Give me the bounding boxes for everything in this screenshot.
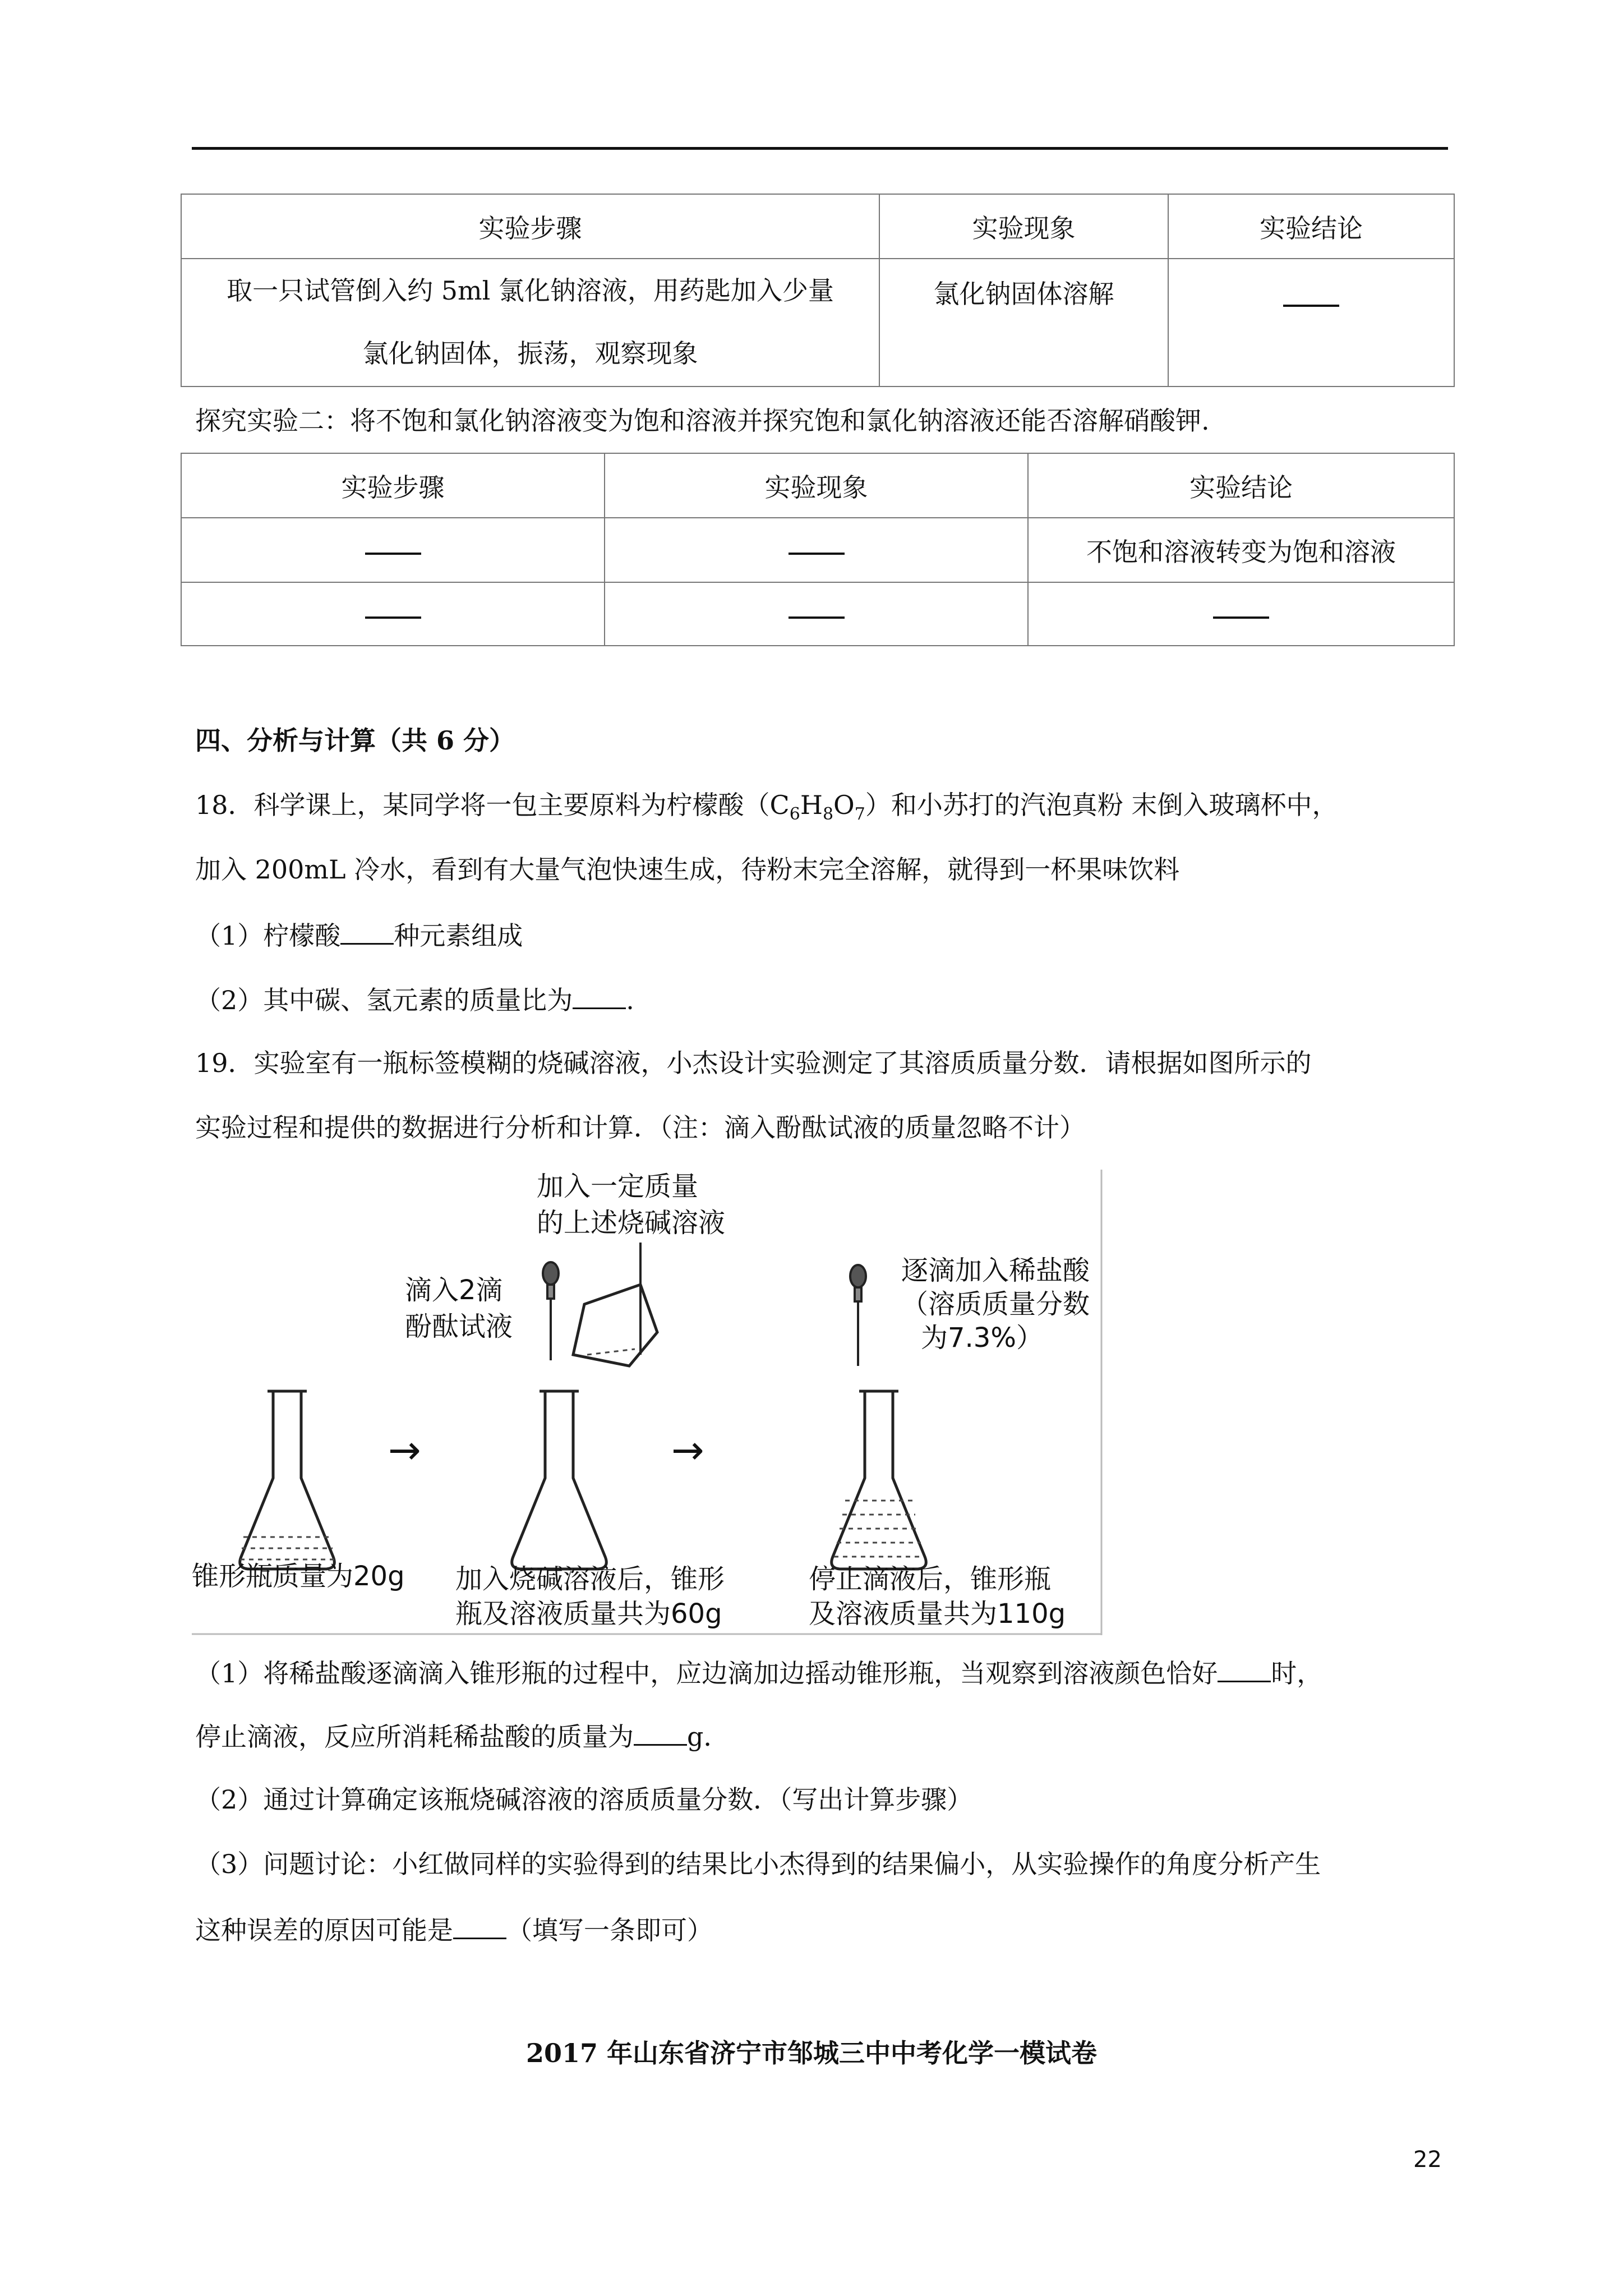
q18-h: H xyxy=(800,790,823,820)
answer-blank xyxy=(634,1718,687,1746)
q18-text-a: 18．科学课上，某同学将一包主要原料为柠檬酸（C xyxy=(195,790,790,820)
q18-line2: 加入 200mL 冷水，看到有大量气泡快速生成，待粉末完全溶解，就得到一杯果味饮料 xyxy=(195,854,1180,885)
table1-step-cell xyxy=(181,259,879,386)
table2-r1-steps xyxy=(181,518,605,582)
q19-part1-b: 时， xyxy=(1271,1658,1323,1688)
flask-1 xyxy=(240,1391,335,1569)
answer-blank xyxy=(365,550,421,555)
table1-header-steps: 实验步骤 xyxy=(181,194,879,259)
table2-header-steps: 实验步骤 xyxy=(181,453,605,518)
label-drop-phenol-1: 滴入2滴 xyxy=(405,1274,503,1306)
label-drop-acid-3: 为7.3%） xyxy=(921,1322,1043,1354)
table2-r2-conclusion xyxy=(1028,582,1454,646)
q18-o: O xyxy=(833,790,855,820)
label-add-caustic-1: 加入一定质量 xyxy=(537,1171,699,1202)
answer-blank xyxy=(365,614,421,619)
q18-sub-o: 7 xyxy=(854,804,865,824)
section-heading: 四、分析与计算（共 6 分） xyxy=(195,725,515,756)
q18-part2 xyxy=(195,982,634,1017)
answer-blank xyxy=(1283,302,1339,307)
table1-step-line1: 取一只试管倒入约 5ml 氯化钠溶液，用药匙加入少量 xyxy=(227,275,834,306)
caption-flask-2-line2: 瓶及溶液质量共为60g xyxy=(455,1598,722,1630)
label-drop-acid-1: 逐滴加入稀盐酸 xyxy=(901,1255,1090,1286)
table2-r1-conclusion: 不饱和溶液转变为饱和溶液 xyxy=(1028,518,1454,582)
table1-header-phenomenon: 实验现象 xyxy=(879,194,1168,259)
answer-blank xyxy=(573,982,626,1009)
answer-blank xyxy=(453,1912,506,1939)
table1-step-line2: 氯化钠固体，振荡，观察现象 xyxy=(362,338,698,369)
answer-blank xyxy=(789,550,845,555)
table2-r2-steps xyxy=(181,582,605,646)
table2-header-phenomenon: 实验现象 xyxy=(605,453,1028,518)
page-number: 22 xyxy=(1413,2147,1442,2173)
caption-flask-1: 锥形瓶质量为20g xyxy=(192,1561,405,1592)
q18-sub-c: 6 xyxy=(789,804,800,824)
q18-part2-a: （2）其中碳、氢元素的质量比为 xyxy=(195,985,573,1015)
footer-title: 2017 年山东省济宁市邹城三中中考化学一模试卷 xyxy=(525,2038,1098,2068)
table1-phenomenon-cell: 氯化钠固体溶解 xyxy=(879,259,1168,386)
arrow-2: → xyxy=(671,1427,704,1473)
experiment-table-2 xyxy=(181,453,1455,646)
q19-part1-line1 xyxy=(195,1655,1322,1690)
q18-text-b: ）和小苏打的汽泡真粉 末倒入玻璃杯中， xyxy=(865,790,1338,820)
caption-flask-3-line2: 及溶液质量共为110g xyxy=(809,1598,1066,1630)
header-rule xyxy=(192,147,1448,150)
dropper-1 xyxy=(543,1262,559,1360)
q19-part3-b: （填写一条即可） xyxy=(506,1915,713,1945)
explore2-text: 探究实验二：将不饱和氯化钠溶液变为饱和溶液并探究饱和氯化钠溶液还能否溶解硝酸钾. xyxy=(195,406,1210,436)
q18-line1 xyxy=(195,788,1338,831)
q19-part1-a: （1）将稀盐酸逐滴滴入锥形瓶的过程中，应边滴加边摇动锥形瓶，当观察到溶液颜色恰好 xyxy=(195,1658,1218,1688)
q19-part2: （2）通过计算确定该瓶烧碱溶液的溶质质量分数．（写出计算步骤） xyxy=(195,1784,973,1815)
q18-part2-b: . xyxy=(626,985,634,1015)
beaker xyxy=(573,1285,657,1366)
q19-part1-d: g． xyxy=(687,1722,730,1752)
answer-blank xyxy=(1213,614,1269,619)
q19-part1-c: 停止滴液，反应所消耗稀盐酸的质量为 xyxy=(195,1722,634,1752)
q19-part3-a: 这种误差的原因可能是 xyxy=(195,1915,453,1945)
arrow-1: → xyxy=(388,1427,421,1473)
caption-flask-2-line1: 加入烧碱溶液后，锥形 xyxy=(455,1563,725,1595)
answer-blank xyxy=(1218,1655,1271,1682)
label-add-caustic-2: 的上述烧碱溶液 xyxy=(537,1207,726,1239)
experiment-figure xyxy=(192,1170,1103,1635)
q19-part3-line2 xyxy=(195,1912,713,1947)
answer-blank xyxy=(789,614,845,619)
table1-header-conclusion: 实验结论 xyxy=(1168,194,1454,259)
q18-part1-a: （1）柠檬酸 xyxy=(195,921,341,951)
caption-flask-3-line1: 停止滴液后，锥形瓶 xyxy=(809,1563,1052,1595)
table2-r2-phenomenon xyxy=(605,582,1028,646)
q19-part3-line1: （3）问题讨论：小红做同样的实验得到的结果比小杰得到的结果偏小，从实验操作的角度分析产生 xyxy=(195,1849,1321,1879)
q19-line2: 实验过程和提供的数据进行分析和计算．（注：滴入酚酞试液的质量忽略不计） xyxy=(195,1112,1085,1143)
q19-part1-line2 xyxy=(195,1718,729,1754)
table2-header-conclusion: 实验结论 xyxy=(1028,453,1454,518)
label-drop-phenol-2: 酚酞试液 xyxy=(405,1311,513,1342)
table2-r1-phenomenon xyxy=(605,518,1028,582)
dropper-2 xyxy=(850,1265,866,1366)
flask-2 xyxy=(512,1391,607,1569)
label-drop-acid-2: （溶质质量分数 xyxy=(901,1289,1090,1320)
experiment-table-1 xyxy=(181,194,1455,387)
q18-part1 xyxy=(195,917,523,953)
table1-conclusion-cell xyxy=(1168,259,1454,386)
q18-sub-h: 8 xyxy=(822,804,834,824)
q19-line1: 19．实验室有一瓶标签模糊的烧碱溶液，小杰设计实验测定了其溶质质量分数．请根据如图所示的 xyxy=(195,1048,1312,1078)
q18-part1-b: 种元素组成 xyxy=(394,921,523,951)
answer-blank xyxy=(340,917,394,945)
